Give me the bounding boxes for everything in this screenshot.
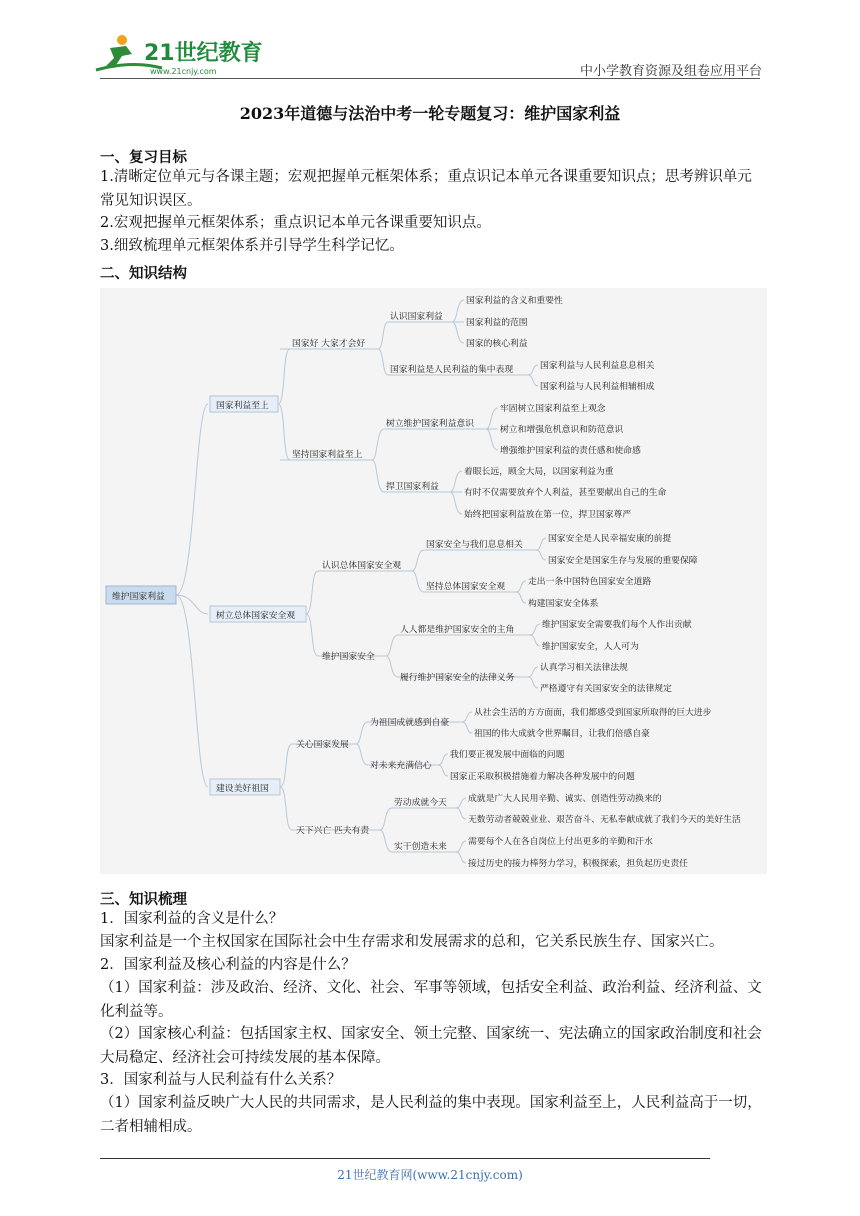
platform-name: 中小学教育资源及组卷应用平台 [579, 64, 762, 79]
mindmap-node: 国家利益是人民利益的集中表现 [390, 365, 514, 375]
section-heading-review: 三、知识梳理 [100, 891, 187, 908]
knowledge-mindmap [100, 288, 767, 874]
mindmap-node: 天下兴亡 匹夫有责 [296, 826, 370, 836]
mindmap-leaf: 始终把国家利益放在第一位，捍卫国家尊严 [464, 510, 632, 520]
mindmap-leaf: 接过历史的接力棒努力学习，积极探索，担负起历史责任 [468, 859, 688, 869]
mindmap-leaf: 从社会生活的方方面面，我们都感受到国家所取得的巨大进步 [474, 708, 712, 718]
mindmap-leaf: 树立和增强危机意识和防范意识 [500, 425, 624, 435]
mindmap-node: 坚持总体国家安全观 [426, 582, 506, 592]
mindmap-leaf: 国家安全是人民幸福安康的前提 [548, 534, 672, 544]
mindmap-leaf: 无数劳动者兢兢业业、艰苦奋斗、无私奉献成就了我们今天的美好生活 [468, 815, 741, 825]
mindmap-node: 人人都是维护国家安全的主角 [400, 625, 515, 635]
mindmap-leaf: 祖国的伟大成就令世界瞩目，让我们倍感自豪 [474, 729, 650, 739]
mindmap-leaf: 国家利益与人民利益相辅相成 [540, 382, 655, 392]
mindmap-leaf: 国家利益与人民利益息息相关 [540, 361, 655, 371]
mindmap-node: 维护国家安全 [322, 652, 375, 662]
mindmap-node: 履行维护国家安全的法律义务 [400, 673, 515, 683]
goal-item-1: 1.清晰定位单元与各课主题；宏观把握单元框架体系；重点识记本单元各课重要知识点；思考辨识单元常见知识误区。 [100, 169, 752, 209]
section-heading-structure: 二、知识结构 [100, 265, 187, 282]
logo-url: www.21cnjy.com [150, 67, 217, 76]
mindmap-node: 劳动成就今天 [394, 798, 447, 808]
mindmap-node: 实干创造未来 [394, 842, 447, 852]
mindmap-leaf: 认真学习相关法律法规 [540, 663, 628, 673]
mindmap-leaf: 国家的核心利益 [466, 339, 528, 349]
document-title: 2023年道德与法治中考一轮专题复习：维护国家利益 [239, 104, 621, 123]
site-logo [92, 30, 262, 80]
footer-divider [100, 1158, 710, 1159]
mindmap-node: 关心国家发展 [296, 740, 349, 750]
mindmap-leaf: 维护国家安全需要我们每个人作出贡献 [542, 620, 692, 630]
mindmap-leaf: 增强维护国家利益的责任感和使命感 [500, 446, 641, 456]
section-heading-goals: 一、复习目标 [100, 149, 187, 166]
mindmap-root: 维护国家利益 [112, 592, 165, 602]
mindmap-leaf: 成就是广大人民用辛勤、诚实、创造性劳动换来的 [468, 794, 662, 804]
goal-item-2: 2.宏观把握单元框架体系；重点识记本单元各课重要知识点。 [100, 215, 491, 231]
answer-2-1: （1）国家利益：涉及政治、经济、文化、社会、军事等领域，包括安全利益、政治利益、经济利益、文化利益等。 [100, 980, 762, 1020]
header-divider [100, 78, 760, 79]
goal-item-3: 3.细致梳理单元框架体系并引导学生科学记忆。 [100, 238, 404, 254]
mindmap-node: 国家安全与我们息息相关 [426, 540, 523, 550]
mindmap-leaf: 严格遵守有关国家安全的法律规定 [540, 684, 672, 694]
mindmap-node: 建设美好祖国 [216, 784, 269, 794]
answer-1: 国家利益是一个主权国家在国际社会中生存需求和发展需求的总和，它关系民族生存、国家兴亡。 [100, 934, 724, 950]
mindmap-leaf: 走出一条中国特色国家安全道路 [528, 577, 652, 587]
mindmap-node: 捍卫国家利益 [386, 482, 439, 492]
mindmap-leaf: 有时不仅需要放弃个人利益，甚至要献出自己的生命 [464, 488, 667, 498]
mindmap-leaf: 着眼长远，顾全大局，以国家利益为重 [464, 467, 614, 477]
mindmap-leaf: 牢固树立国家利益至上观念 [500, 404, 606, 414]
mindmap-leaf: 国家安全是国家生存与发展的重要保障 [548, 556, 698, 566]
mindmap-leaf: 国家利益的范围 [466, 318, 528, 328]
mindmap-node: 为祖国成就感到自豪 [370, 718, 450, 728]
mindmap-leaf: 需要每个人在各自岗位上付出更多的辛勤和汗水 [468, 837, 653, 847]
mindmap-node: 国家好 大家才会好 [292, 339, 366, 349]
answer-3-1: （1）国家利益反映广大人民的共同需求，是人民利益的集中表现。国家利益至上，人民利益高于一切，二者相辅相成。 [100, 1095, 762, 1135]
mindmap-leaf: 国家正采取积极措施着力解决各种发展中的问题 [450, 772, 635, 782]
mindmap-leaf: 国家利益的含义和重要性 [466, 296, 563, 306]
logo-text: 21世纪教育 [144, 41, 262, 66]
mindmap-leaf: 构建国家安全体系 [528, 599, 599, 609]
question-1: 1．国家利益的含义是什么？ [100, 911, 284, 927]
mindmap-node: 树立维护国家利益意识 [386, 419, 474, 429]
mindmap-node: 国家利益至上 [216, 401, 269, 411]
mindmap-node: 认识总体国家安全观 [322, 561, 402, 571]
mindmap-node: 树立总体国家安全观 [216, 611, 296, 621]
mindmap-node: 认识国家利益 [390, 312, 443, 322]
footer-link[interactable]: 21世纪教育网(www.21cnjy.com) [337, 1168, 523, 1182]
mindmap-node: 对未来充满信心 [370, 761, 432, 771]
mindmap-leaf: 我们要正视发展中面临的问题 [450, 750, 565, 760]
mindmap-leaf: 维护国家安全，人人可为 [542, 642, 639, 652]
question-3: 3．国家利益与人民利益有什么关系？ [100, 1072, 342, 1088]
mindmap-node: 坚持国家利益至上 [292, 450, 363, 460]
question-2: 2．国家利益及核心利益的内容是什么？ [100, 957, 356, 973]
answer-2-2: （2）国家核心利益：包括国家主权、国家安全、领土完整、国家统一、宪法确立的国家政治制度和社会大局稳定、经济社会可持续发展的基本保障。 [100, 1026, 762, 1066]
